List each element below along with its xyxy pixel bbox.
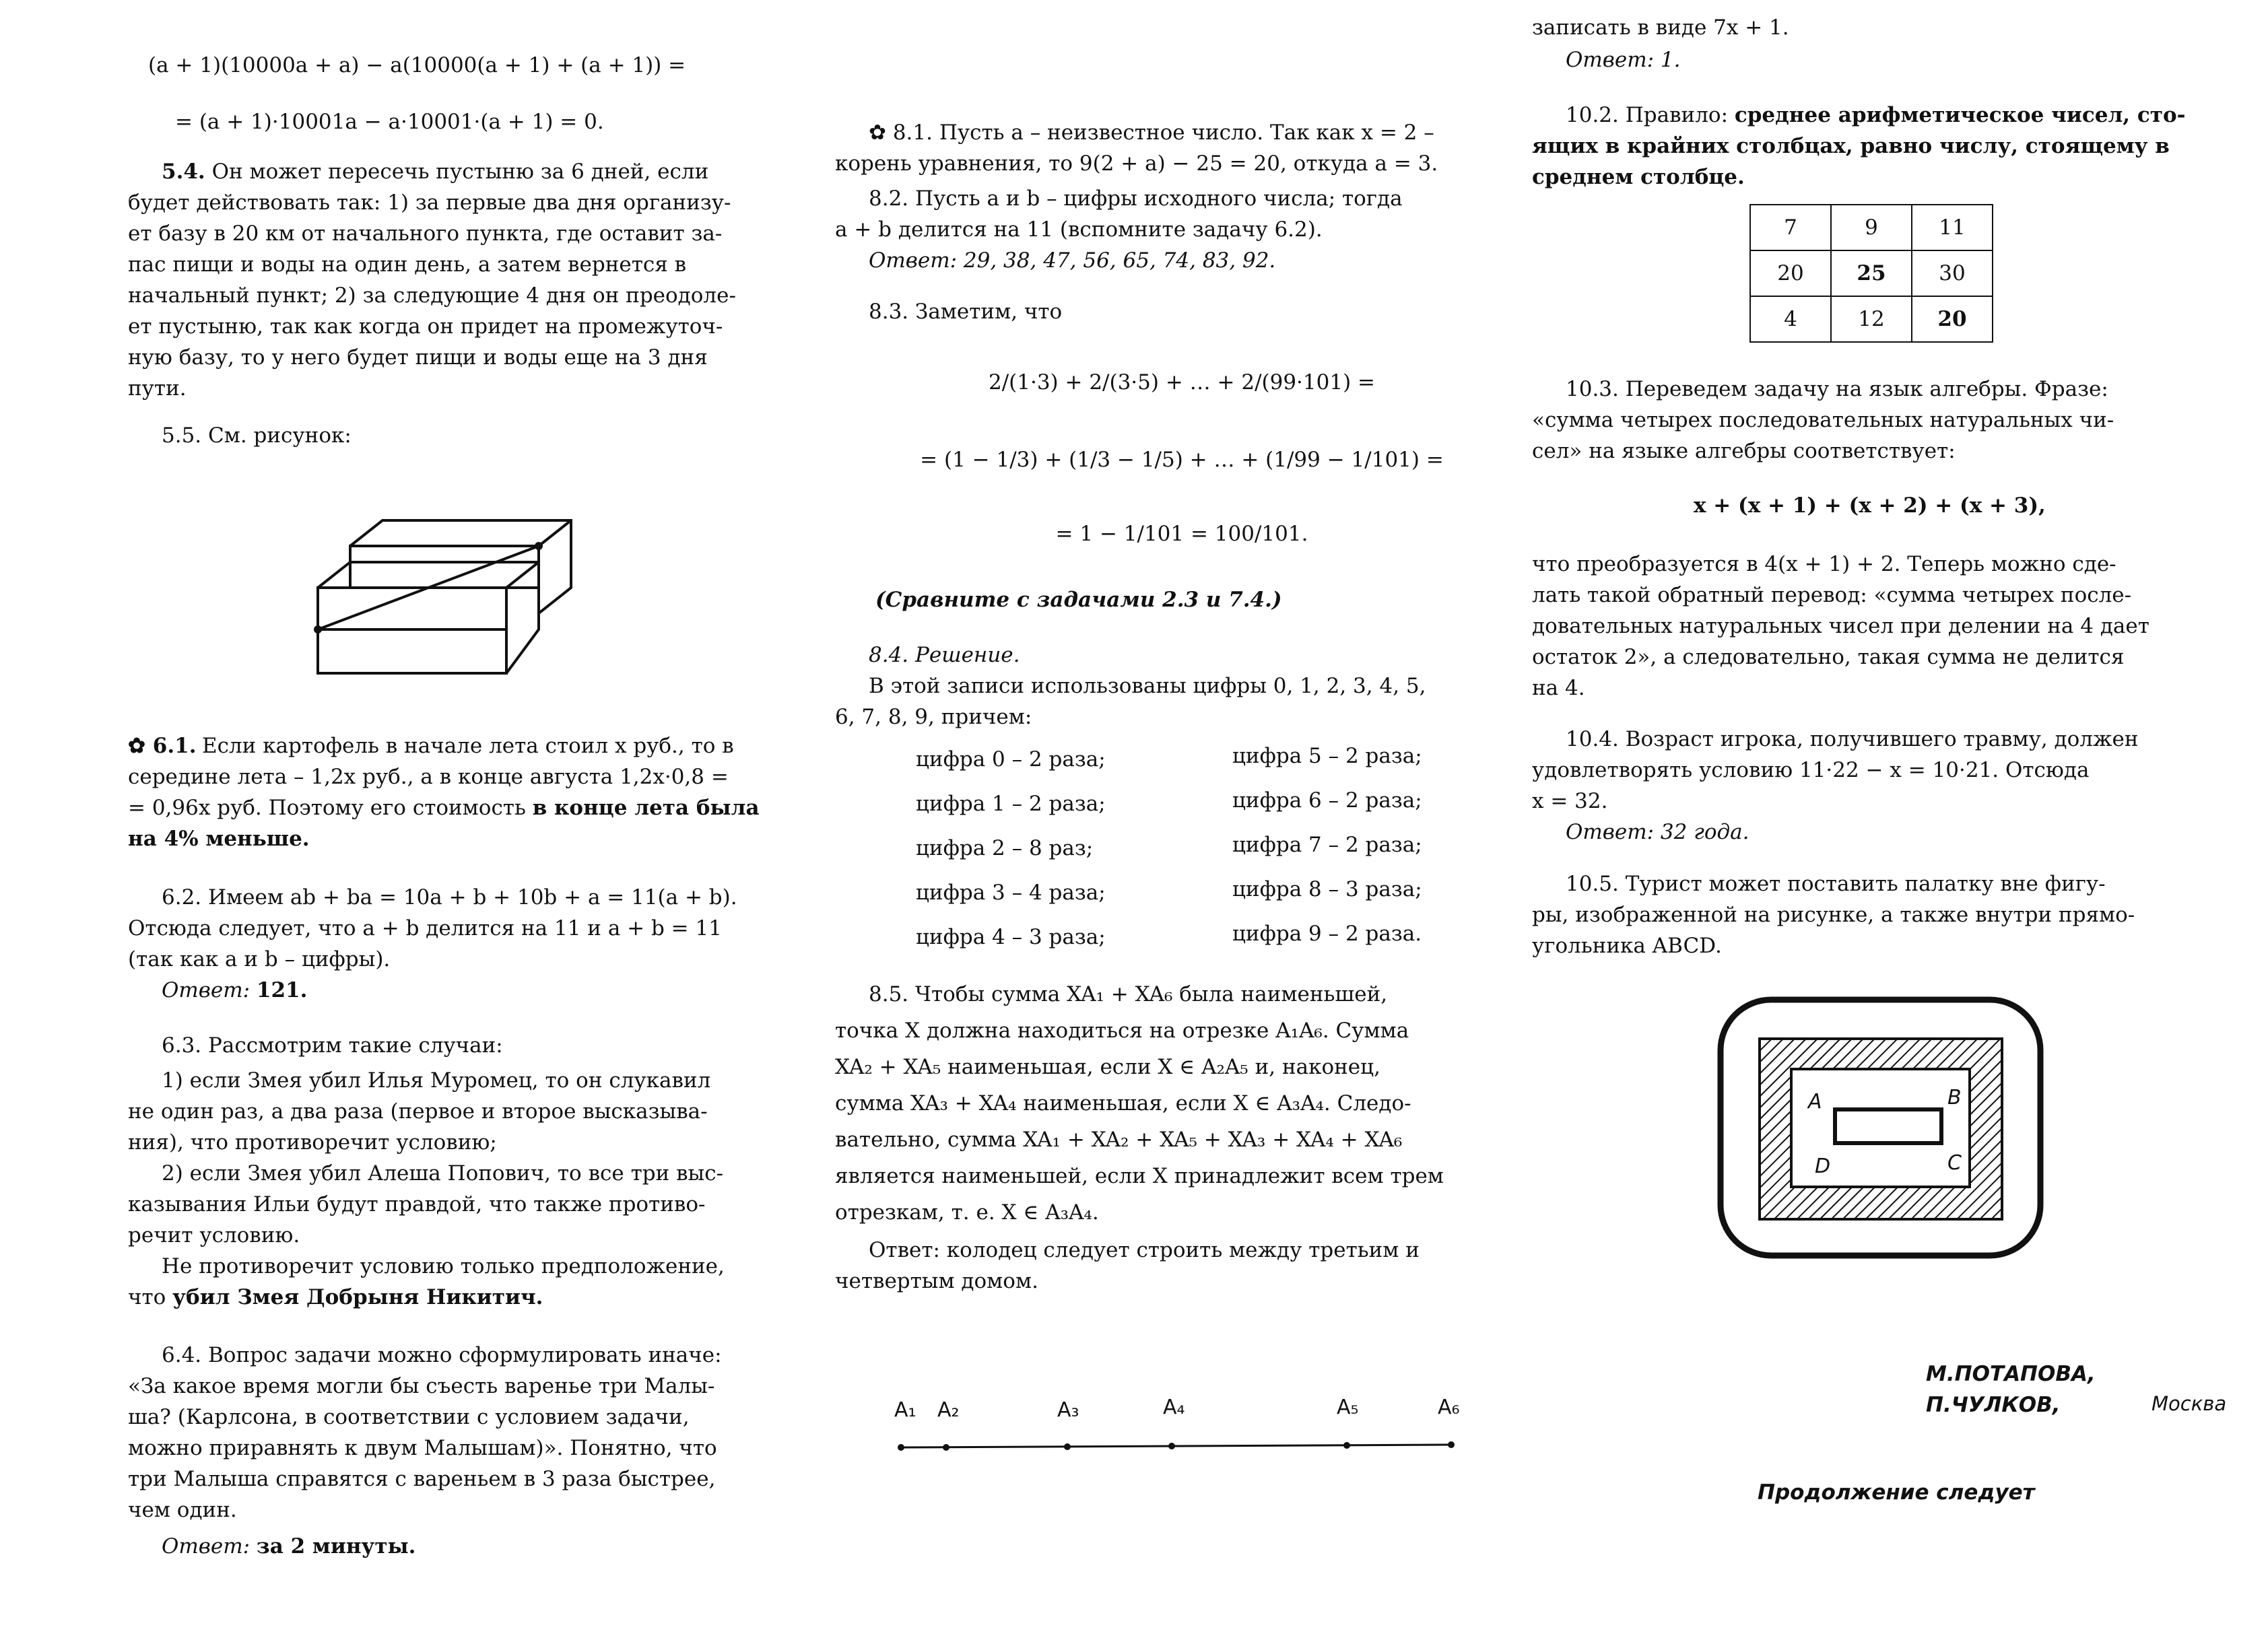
answer-line: четвертым домом.	[835, 1269, 1038, 1293]
text-line: 6.2. Имеем ab + ba = 10a + b + 10b + a = 11(a + b).	[162, 885, 737, 910]
text-line: удовлетворять условию 11·22 − x = 10·21. Отсюда	[1532, 758, 2090, 782]
city: Москва	[2152, 1392, 2227, 1415]
text-line: (так как a и b – цифры).	[128, 947, 391, 971]
text-line: В этой записи использованы цифры 0, 1, 2, 3, 4, 5,	[869, 674, 1426, 698]
problem-10-5	[1532, 868, 2236, 961]
text-line: середине лета – 1,2x руб., а в конце августа 1,2x·0,8 =	[128, 765, 729, 789]
text-span: что	[128, 1285, 166, 1309]
point-a3	[1064, 1443, 1071, 1450]
fraction-equation-3: = 1 − 1/101 = 100/101.	[1055, 522, 1308, 546]
equation-line: (a + 1)(10000a + a) − a(10000(a + 1) + (a + 1)) =	[148, 53, 686, 77]
point-a4	[1168, 1443, 1175, 1449]
text-line: три Малыша справятся с вареньем в 3 раза быстрее,	[128, 1467, 716, 1491]
text-line: записать в виде 7x + 1.	[1532, 15, 1789, 40]
text-line: «сумма четырех последовательных натуральных чи-	[1532, 408, 2114, 432]
point-a1	[898, 1444, 904, 1451]
point-label-a5: A₅	[1337, 1396, 1359, 1419]
problem-8-5	[835, 976, 1529, 1297]
text-line: не один раз, а два раза (первое и второе высказыва-	[128, 1099, 708, 1124]
text-line: сел» на языке алгебры соответствует:	[1532, 439, 1956, 463]
text-line: 8.5. Чтобы сумма XA₁ + XA₆ была наименьшей,	[869, 982, 1388, 1006]
text-line: можно приравнять к двум Малышам)». Понятно, что	[128, 1436, 717, 1460]
text-line: x = 32.	[1532, 789, 1608, 813]
answer-line	[128, 975, 822, 1006]
bold-phrase: убил Змея Добрыня Никитич.	[172, 1285, 543, 1309]
answer-line: Ответ: колодец следует строить между третьим и	[869, 1238, 1420, 1262]
points-line-figure	[896, 1434, 1468, 1461]
table-row	[1750, 296, 1993, 342]
text-line: 8.4. Решение.	[869, 643, 1020, 667]
problem-6-2	[128, 882, 822, 1006]
compare-note: (Сравните с задачами 2.3 и 7.4.)	[875, 588, 1282, 612]
problem-10-4	[1532, 724, 2236, 848]
continued-note: Продолжение следует	[1758, 1480, 2035, 1505]
answer-label: Ответ:	[162, 978, 251, 1002]
text-line: будет действовать так: 1) за первые два дня организу-	[128, 191, 731, 215]
text-line: 10.3. Переведем задачу на язык алгебры. Фразе:	[1566, 377, 2108, 401]
table-row	[1750, 250, 1993, 296]
digit-list-left	[916, 737, 1106, 959]
text-line: угольника ABCD.	[1532, 934, 1722, 958]
digit-count: цифра 2 – 8 раз;	[916, 836, 1094, 860]
table-cell: 12	[1831, 296, 1912, 342]
text-line: XA₂ + XA₅ наименьшая, если X ∈ A₂A₅ и, наконец,	[835, 1055, 1380, 1079]
digit-count: цифра 9 – 2 раза.	[1232, 922, 1422, 946]
problem-number: ✿ 6.1.	[128, 734, 197, 758]
table-cell: 4	[1750, 296, 1831, 342]
stacked-boxes-figure	[310, 495, 707, 680]
text-line: 8.2. Пусть a и b – цифры исходного числа; тогда	[869, 186, 1403, 211]
text-line: ша? (Карлсона, в соответствии с условием задачи,	[128, 1405, 690, 1429]
problem-5-5: 5.5. См. рисунок:	[162, 423, 352, 448]
text-line: что преобразуется в 4(x + 1) + 2. Теперь можно сде-	[1532, 552, 2116, 576]
text-line: 2) если Змея убил Алеша Попович, то все три выс-	[162, 1161, 724, 1186]
problem-number: 10.2. Правило:	[1566, 103, 1729, 127]
text-line: точка X должна находиться на отрезке A₁A₆. Сумма	[835, 1019, 1409, 1043]
problem-8-4	[835, 640, 1529, 732]
table-cell: 25	[1831, 250, 1912, 296]
text-span: = 0,96x руб. Поэтому его стоимость	[128, 796, 526, 820]
text-line	[128, 1282, 822, 1313]
text-line: корень уравнения, то 9(2 + a) − 25 = 20, откуда a = 3.	[835, 151, 1438, 176]
text-line	[128, 792, 822, 823]
table-row	[1750, 205, 1993, 250]
answer-value: 121.	[256, 978, 308, 1002]
answer-line	[128, 1531, 822, 1562]
text-line: остаток 2», а следовательно, такая сумма не делится	[1532, 645, 2125, 669]
point-a5	[1343, 1442, 1350, 1449]
tent-region-figure	[1714, 993, 2050, 1262]
point-label-a4: A₄	[1163, 1396, 1185, 1419]
text-line: на 4.	[1532, 676, 1585, 700]
digit-count: цифра 5 – 2 раза;	[1232, 744, 1422, 768]
answer-line: Ответ: 29, 38, 47, 56, 65, 74, 83, 92.	[869, 248, 1276, 273]
problem-8-2	[835, 183, 1529, 276]
digit-count: цифра 6 – 2 раза;	[1232, 788, 1422, 813]
equation-line: = (a + 1)·10001a − a·10001·(a + 1) = 0.	[175, 110, 604, 134]
sum-equation: x + (x + 1) + (x + 2) + (x + 3),	[1694, 493, 2046, 518]
bold-phrase: ящих в крайних столбцах, равно числу, стоящему в	[1532, 134, 2170, 158]
text-line: казывания Ильи будут правдой, что также противо-	[128, 1192, 706, 1216]
point-label-a2: A₂	[937, 1398, 960, 1422]
text-line: 10.5. Турист может поставить палатку вне фигу-	[1566, 872, 2106, 896]
text-line: ную базу, то у него будет пищи и воды еще на 3 дня	[128, 345, 708, 370]
magic-table	[1749, 204, 1993, 343]
text-line: Не противоречит условию только предположение,	[162, 1254, 725, 1278]
text-line: 6, 7, 8, 9, причем:	[835, 705, 1032, 729]
bold-phrase: среднее арифметическое чисел, сто-	[1734, 103, 2186, 127]
problem-10-3-continued	[1532, 549, 2236, 704]
problem-5-4	[128, 156, 822, 404]
problem-10-2	[1532, 100, 2236, 193]
problem-6-4	[128, 1340, 822, 1562]
bold-phrase: на 4% меньше.	[128, 827, 310, 851]
text-line: ✿ 8.1. Пусть a – неизвестное число. Так как x = 2 –	[869, 121, 1434, 145]
answer-line: Ответ: 32 года.	[1566, 820, 1749, 844]
text-line: довательных натуральных чисел при делении на 4 дает	[1532, 614, 2149, 638]
fraction-equation-2: = (1 − 1/3) + (1/3 − 1/5) + … + (1/99 − 1/101) =	[920, 448, 1444, 472]
table-cell: 20	[1750, 250, 1831, 296]
text-line: пути.	[128, 376, 187, 401]
point-a6	[1448, 1441, 1455, 1448]
text-line: вательно, сумма XA₁ + XA₂ + XA₅ + XA₃ + XA₄ + XA₆	[835, 1128, 1403, 1152]
fraction-equation-1: 2/(1·3) + 2/(3·5) + … + 2/(99·101) =	[988, 370, 1375, 395]
text-line: ет пустыню, так как когда он придет на промежуточ-	[128, 314, 723, 339]
problem-8-3: 8.3. Заметим, что	[869, 300, 1063, 324]
text-line: «За какое время могли бы съесть варенье три Малы-	[128, 1374, 715, 1398]
digit-count: цифра 3 – 4 раза;	[916, 881, 1106, 905]
digit-count: цифра 4 – 3 раза;	[916, 925, 1106, 949]
point-label-a3: A₃	[1057, 1398, 1079, 1422]
vertex-label-d: D	[1815, 1155, 1831, 1178]
problem-10-3	[1532, 374, 2236, 467]
vertex-label-a: A	[1808, 1090, 1822, 1113]
text-line: ет базу в 20 км от начального пункта, где оставит за-	[128, 221, 723, 246]
text-line: ры, изображенной на рисунке, а также внутри прямо-	[1532, 903, 2135, 927]
box-bottom-front	[318, 629, 506, 673]
table-cell: 30	[1912, 250, 1993, 296]
text-line: отрезкам, т. е. X ∈ A₃A₄.	[835, 1200, 1099, 1225]
text-line	[1532, 100, 2236, 131]
text-line: a + b делится на 11 (вспомните задачу 6.2).	[835, 217, 1323, 242]
authors: М.ПОТАПОВА, П.ЧУЛКОВ,	[1926, 1362, 2096, 1417]
problem-6-1	[128, 730, 822, 854]
table-cell: 11	[1912, 205, 1993, 250]
text-line: 6.3. Рассмотрим такие случаи:	[162, 1033, 503, 1058]
text-line: начальный пункт; 2) за следующие 4 дня он преодоле-	[128, 283, 736, 308]
text-line: Если картофель в начале лета стоил x руб., то в	[202, 734, 734, 758]
answer-label: Ответ:	[162, 1534, 251, 1558]
text-line: 6.4. Вопрос задачи можно сформулировать иначе:	[162, 1343, 722, 1367]
problem-6-3	[128, 1030, 822, 1313]
vertex-label-c: C	[1947, 1151, 1962, 1175]
digit-count: цифра 0 – 2 раза;	[916, 747, 1106, 771]
text-line: пас пищи и воды на один день, а затем вернется в	[128, 252, 687, 277]
answer-value: за 2 минуты.	[256, 1534, 416, 1558]
digit-count: цифра 1 – 2 раза;	[916, 792, 1106, 816]
text-line	[128, 156, 822, 187]
point-a2	[943, 1444, 949, 1451]
table-cell: 9	[1831, 205, 1912, 250]
problem-number: 5.4.	[162, 160, 205, 184]
point-label-a1: A₁	[894, 1398, 916, 1422]
text-line: сумма XA₃ + XA₄ наименьшая, если X ∈ A₃A₄. Следо-	[835, 1091, 1411, 1116]
vertex-label-b: B	[1947, 1086, 1962, 1109]
text-line: чем один.	[128, 1498, 237, 1522]
text-line: является наименьшей, если X принадлежит всем трем	[835, 1164, 1444, 1188]
text-line: речит условию.	[128, 1223, 300, 1247]
text-line: 1) если Змея убил Илья Муромец, то он слукавил	[162, 1068, 711, 1093]
digit-list-right	[1232, 734, 1422, 956]
bold-phrase: среднем столбце.	[1532, 165, 1745, 189]
text-line: Отсюда следует, что a + b делится на 11 и a + b = 11	[128, 916, 722, 940]
text-line: Он может пересечь пустыню за 6 дней, если	[211, 160, 709, 184]
table-cell: 20	[1912, 296, 1993, 342]
table-cell: 7	[1750, 205, 1831, 250]
digit-count: цифра 8 – 3 раза;	[1232, 877, 1422, 901]
bold-phrase: в конце лета была	[532, 796, 760, 820]
text-line: 10.4. Возраст игрока, получившего травму, должен	[1566, 727, 2139, 751]
problem-8-1	[835, 117, 1529, 179]
point-label-a6: A₆	[1438, 1396, 1460, 1419]
text-line: лать такой обратный перевод: «сумма четырех после-	[1532, 583, 2132, 607]
answer-line: Ответ: 1.	[1566, 48, 1681, 72]
text-line: ния), что противоречит условию;	[128, 1130, 497, 1155]
digit-count: цифра 7 – 2 раза;	[1232, 833, 1422, 857]
